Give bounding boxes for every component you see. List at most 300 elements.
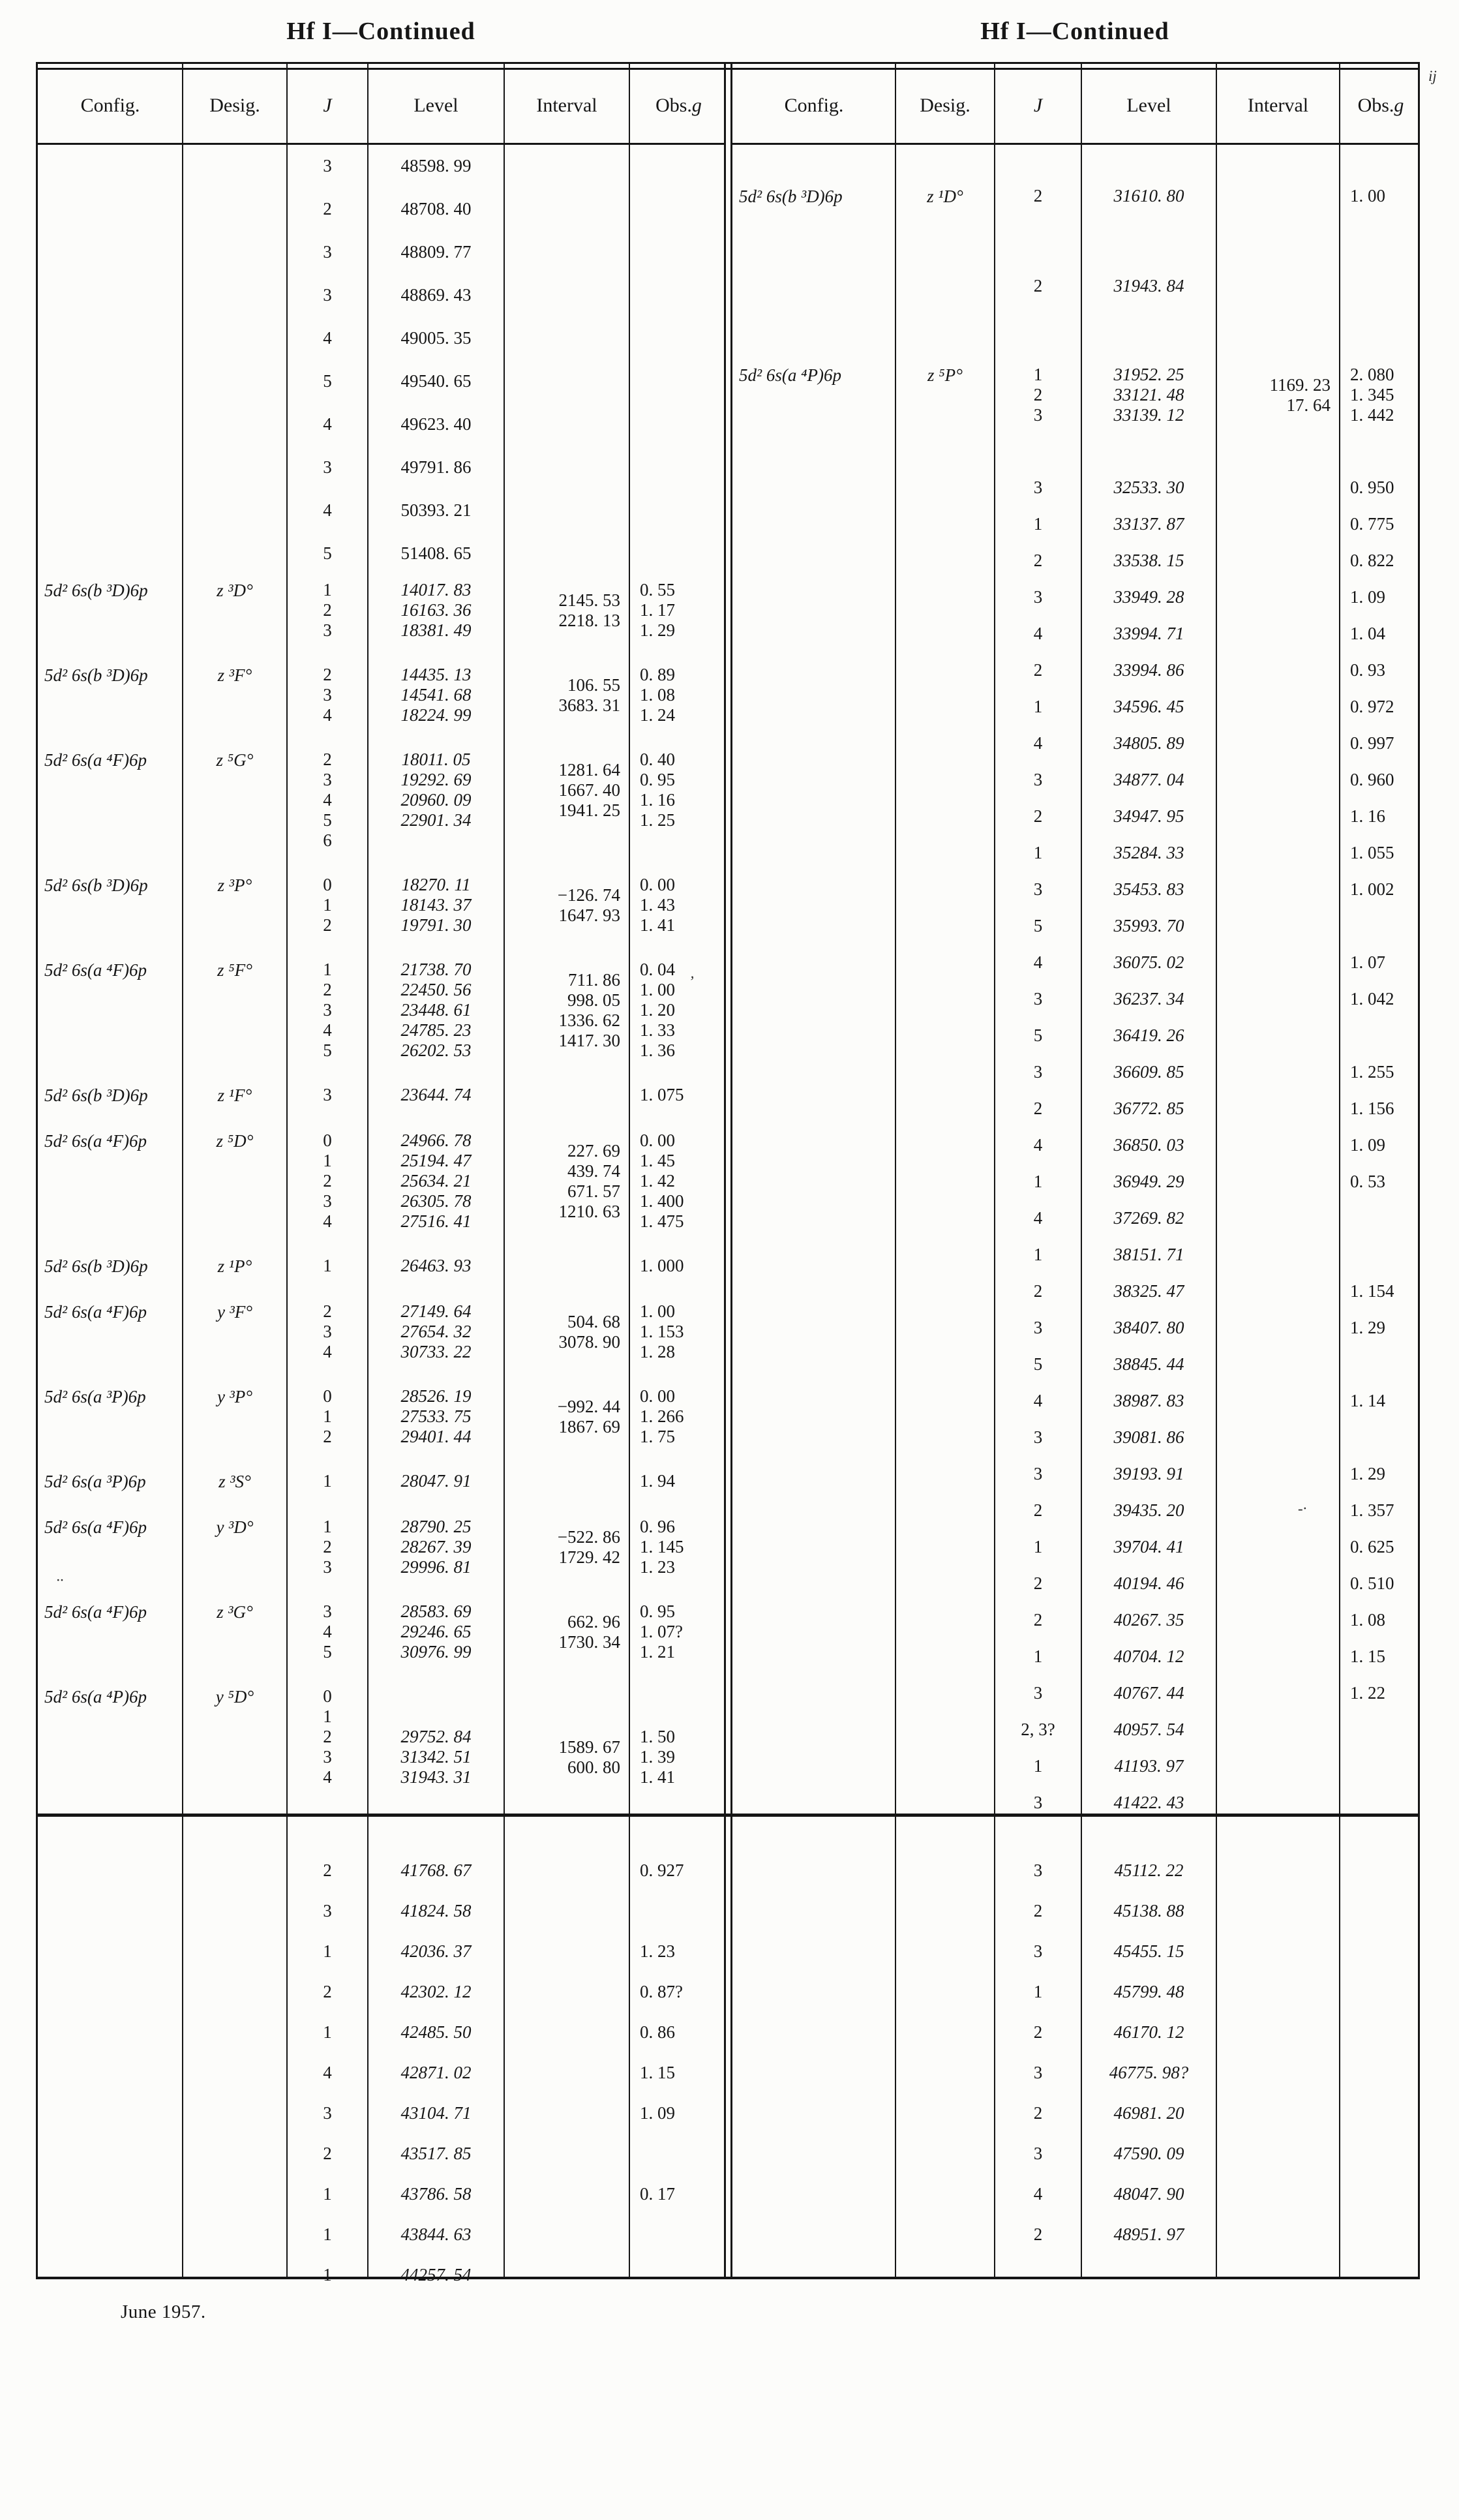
g-column <box>629 1131 728 1232</box>
g-value: 1. 15 <box>1350 1647 1385 1666</box>
j-value: 2 <box>1033 1281 1043 1301</box>
j-value: 3 <box>323 1085 332 1104</box>
level-value: 33994. 71 <box>1113 624 1184 643</box>
g-value: 0. 997 <box>1350 733 1394 753</box>
j-value: 4 <box>323 1767 332 1787</box>
interval-value: 2145. 53 <box>558 590 620 610</box>
g-value: 1. 153 <box>640 1322 684 1341</box>
desig-value: z ⁵G° <box>216 750 254 770</box>
desig-cell <box>183 156 287 564</box>
config-value: 5d² 6s(b ³D)6p <box>739 187 843 206</box>
j-value: 1 <box>1033 843 1043 862</box>
level-value: 41824. 58 <box>400 1901 472 1920</box>
level-value: 28526. 19 <box>400 1386 472 1406</box>
config-cell <box>38 665 183 725</box>
j-value: 3 <box>1033 770 1043 789</box>
g-value: 1. 43 <box>640 895 675 915</box>
j-column <box>287 1131 368 1232</box>
g-value <box>1340 1245 1422 1265</box>
level-value: 18143. 37 <box>400 895 472 915</box>
g-value <box>1340 1793 1422 1813</box>
j-value: 4 <box>323 790 332 810</box>
g-value: 1. 357 <box>1350 1500 1394 1520</box>
interval-column <box>1216 365 1340 425</box>
desig-cell <box>183 1686 287 1787</box>
g-value: 0. 972 <box>1350 697 1394 716</box>
desig-value: y ⁵D° <box>215 1687 254 1707</box>
j-value: 2 <box>323 1301 332 1321</box>
g-value: 0. 04 <box>640 960 675 979</box>
interval-value: 3683. 31 <box>558 695 620 715</box>
j-column <box>287 665 368 725</box>
interval-column <box>1216 276 1340 296</box>
interval-value <box>504 1697 620 1717</box>
j-value: 3 <box>1033 2144 1043 2163</box>
j-value: 1 <box>1033 1537 1043 1556</box>
j-value: 2 <box>323 915 332 935</box>
level-group <box>732 186 1418 207</box>
g-value <box>1340 1941 1422 1962</box>
level-value: 44257. 54 <box>400 2265 472 2285</box>
level-value: 28583. 69 <box>400 1602 472 1621</box>
column-label: Desig. <box>209 94 260 116</box>
config-cell <box>732 276 895 296</box>
g-value: 1. 15 <box>640 2063 675 2082</box>
interval-column <box>504 1301 629 1362</box>
j-value: 2 <box>1033 186 1043 205</box>
g-value <box>1340 1901 1422 1921</box>
j-value: 0 <box>323 875 332 894</box>
level-value: 40704. 12 <box>1113 1647 1184 1666</box>
j-value: 3 <box>1033 587 1043 607</box>
g-value: 0. 775 <box>1350 514 1394 534</box>
config-cell <box>38 875 183 935</box>
g-value <box>629 830 728 851</box>
j-value: 5 <box>1033 1354 1043 1374</box>
j-value: 3 <box>323 457 332 477</box>
level-value: 22901. 34 <box>400 810 472 830</box>
interval-column <box>504 1085 629 1106</box>
desig-cell <box>183 1386 287 1447</box>
level-group <box>38 580 724 641</box>
j-value: 3 <box>1033 1464 1043 1483</box>
level-value: 18224. 99 <box>400 705 472 725</box>
level-value: 38325. 47 <box>1113 1281 1184 1301</box>
interval-value: 17. 64 <box>1286 395 1331 415</box>
config-cell <box>38 1386 183 1447</box>
level-group <box>38 1602 724 1662</box>
column-label: Config. <box>784 94 844 116</box>
column-label: Interval <box>536 94 597 116</box>
desig-value: y ³P° <box>217 1387 253 1406</box>
level-value: 46981. 20 <box>1113 2103 1184 2123</box>
header-cell <box>1340 64 1422 143</box>
j-value: 4 <box>323 2063 332 2082</box>
level-value: 25634. 21 <box>400 1171 472 1191</box>
desig-value: z ³P° <box>217 875 252 895</box>
j-column <box>287 156 368 564</box>
desig-cell <box>183 580 287 641</box>
g-value <box>1340 1427 1422 1448</box>
level-value: 43517. 85 <box>400 2144 472 2163</box>
j-value: 5 <box>323 810 332 830</box>
j-value: 3 <box>1033 1683 1043 1703</box>
g-value: 1. 09 <box>1350 587 1385 607</box>
j-value: 2 <box>1033 2224 1043 2244</box>
interval-value: 600. 80 <box>567 1757 620 1777</box>
j-value: 2 <box>1033 276 1043 296</box>
level-value: 27654. 32 <box>400 1322 472 1341</box>
g-value: 0. 510 <box>1350 1573 1394 1593</box>
g-value: 1. 345 <box>1350 385 1394 404</box>
desig-cell <box>895 478 995 1813</box>
g-value: 1. 04 <box>1350 624 1385 643</box>
config-value: 5d² 6s(b ³D)6p <box>44 581 148 600</box>
level-value: 38987. 83 <box>1113 1391 1184 1410</box>
level-column <box>1081 1860 1216 2245</box>
g-value: 1. 266 <box>640 1406 684 1426</box>
j-value: 3 <box>323 156 332 175</box>
j-value: 4 <box>323 705 332 725</box>
level-value: 20960. 09 <box>400 790 472 810</box>
level-value <box>368 830 504 851</box>
level-value: 30733. 22 <box>400 1342 472 1361</box>
g-value: 1. 042 <box>1350 989 1394 1009</box>
header-cell <box>1216 64 1340 143</box>
level-value: 23644. 74 <box>400 1085 472 1104</box>
desig-value: z ³F° <box>217 665 252 685</box>
level-column <box>368 750 504 851</box>
g-value <box>1340 1354 1422 1374</box>
g-column <box>629 1256 728 1277</box>
g-value: 1. 09 <box>1350 1135 1385 1155</box>
level-value: 35453. 83 <box>1113 879 1184 899</box>
level-value: 42302. 12 <box>400 1982 472 2001</box>
level-value: 31952. 25 <box>1113 365 1184 384</box>
g-column <box>1340 186 1422 207</box>
config-value: 5d² 6s(b ³D)6p <box>44 1085 148 1105</box>
desig-value: z ⁵P° <box>927 365 963 385</box>
desig-cell <box>895 276 995 296</box>
header-cell <box>504 64 629 143</box>
column-label: J <box>323 94 332 116</box>
level-value: 36850. 03 <box>1113 1135 1184 1155</box>
j-value: 3 <box>323 1557 332 1577</box>
page-title-left: Hf I—Continued <box>286 18 475 45</box>
j-value: 0 <box>323 1386 332 1406</box>
level-value: 18381. 49 <box>400 620 472 640</box>
j-value: 1 <box>323 2184 332 2204</box>
level-column <box>368 156 504 564</box>
level-value: 36609. 85 <box>1113 1062 1184 1082</box>
g-value: 0. 53 <box>1350 1172 1385 1191</box>
level-value: 33949. 28 <box>1113 587 1184 607</box>
j-value: 5 <box>323 371 332 391</box>
desig-cell <box>183 1471 287 1493</box>
level-group <box>38 1860 724 2285</box>
j-value: 3 <box>1033 989 1043 1009</box>
level-value: 46170. 12 <box>1113 2022 1184 2042</box>
j-value: 2 <box>323 1860 332 1880</box>
interval-column <box>504 1860 629 2285</box>
level-value: 34877. 04 <box>1113 770 1184 789</box>
level-value: 41768. 67 <box>400 1860 472 1880</box>
j-column <box>287 1085 368 1106</box>
interval-value: 3078. 90 <box>558 1332 620 1352</box>
level-group <box>38 1517 724 1577</box>
j-value: 4 <box>1033 733 1043 753</box>
g-column <box>629 1471 728 1493</box>
g-value: 1. 16 <box>640 790 675 810</box>
interval-column <box>504 665 629 725</box>
level-group <box>38 665 724 725</box>
desig-value: z ⁵F° <box>217 960 252 980</box>
g-value <box>1340 2184 1422 2204</box>
stray-mark: ’ <box>689 973 694 990</box>
level-value: 31610. 80 <box>1113 186 1184 205</box>
j-value: 1 <box>1033 1647 1043 1666</box>
g-column <box>629 1301 728 1362</box>
level-value: 35993. 70 <box>1113 916 1184 935</box>
g-value: 1. 000 <box>640 1256 684 1275</box>
column-label: Config. <box>80 94 140 116</box>
level-value: 27149. 64 <box>400 1301 472 1321</box>
j-value: 3 <box>323 1602 332 1621</box>
level-value: 48809. 77 <box>400 242 472 262</box>
desig-value: y ³F° <box>217 1302 253 1322</box>
g-value: 0. 00 <box>640 1386 675 1406</box>
j-value: 2, 3? <box>1021 1720 1055 1739</box>
level-group <box>732 478 1418 1813</box>
g-column <box>629 1386 728 1447</box>
g-column <box>629 156 728 564</box>
j-value: 3 <box>1033 879 1043 899</box>
j-value: 4 <box>323 1020 332 1040</box>
config-value: 5d² 6s(a ⁴F)6p <box>44 1131 147 1151</box>
g-value <box>629 2265 728 2285</box>
g-value: 1. 23 <box>640 1941 675 1961</box>
interval-value: 1169. 23 <box>1269 375 1331 395</box>
j-value: 2 <box>1033 1500 1043 1520</box>
j-value: 4 <box>1033 2184 1043 2204</box>
j-value: 2 <box>323 1727 332 1746</box>
g-value: 0. 927 <box>640 1860 684 1880</box>
level-value: 45112. 22 <box>1114 1860 1184 1880</box>
j-value: 1 <box>323 1471 332 1491</box>
j-column <box>995 478 1081 1813</box>
interval-column <box>504 875 629 935</box>
g-value <box>1340 916 1422 936</box>
level-value: 43104. 71 <box>400 2103 472 2123</box>
g-value: 1. 07 <box>1350 952 1385 972</box>
j-value: 1 <box>323 1517 332 1536</box>
level-value: 42871. 02 <box>400 2063 472 2082</box>
header-cell <box>38 64 183 143</box>
column-label: Obs. <box>1357 94 1394 116</box>
interval-value: 2218. 13 <box>558 611 620 630</box>
j-column <box>287 875 368 935</box>
desig-cell <box>895 1860 995 2245</box>
g-column <box>629 875 728 935</box>
j-value: 4 <box>1033 1391 1043 1410</box>
j-value: 3 <box>323 1901 332 1920</box>
interval-column <box>504 1517 629 1577</box>
config-cell <box>38 156 183 564</box>
level-value: 39435. 20 <box>1113 1500 1184 1520</box>
g-value <box>1340 1208 1422 1228</box>
j-value: 3 <box>1033 1941 1043 1961</box>
g-value: 1. 29 <box>640 620 675 640</box>
g-value: 1. 09 <box>640 2103 675 2123</box>
level-value: 48869. 43 <box>400 285 472 305</box>
interval-value: 1336. 62 <box>558 1010 620 1030</box>
config-value: 5d² 6s(a ⁴P)6p <box>739 365 841 385</box>
interval-value: 106. 55 <box>567 675 620 695</box>
level-value: 29401. 44 <box>400 1427 472 1446</box>
j-value: 0 <box>323 1686 332 1706</box>
g-column <box>629 1860 728 2285</box>
level-value: 51408. 65 <box>400 543 472 563</box>
g-value: 1. 145 <box>640 1537 684 1556</box>
level-value: 14017. 83 <box>400 580 472 600</box>
interval-value: −522. 86 <box>557 1527 620 1547</box>
table-header <box>732 62 1418 145</box>
j-column <box>995 186 1081 207</box>
j-value: 1 <box>323 2224 332 2244</box>
j-column <box>287 960 368 1061</box>
level-value: 33121. 48 <box>1113 385 1184 404</box>
j-value: 2 <box>1033 2022 1043 2042</box>
g-value <box>629 285 728 305</box>
interval-value: 1941. 25 <box>558 800 620 820</box>
level-column <box>368 1386 504 1447</box>
config-cell <box>38 750 183 851</box>
g-value: 1. 94 <box>640 1471 675 1491</box>
j-value: 3 <box>323 242 332 262</box>
j-column <box>287 750 368 851</box>
interval-column <box>1216 1860 1340 2245</box>
g-column <box>629 750 728 851</box>
level-value: 36419. 26 <box>1113 1025 1184 1045</box>
g-column <box>629 1517 728 1577</box>
desig-value: z ¹F° <box>217 1085 252 1105</box>
stray-mark: -· <box>1298 1500 1307 1517</box>
level-value: 24966. 78 <box>400 1131 472 1150</box>
g-value <box>629 2144 728 2164</box>
j-column <box>287 1860 368 2285</box>
j-value: 1 <box>323 2022 332 2042</box>
g-column <box>1340 478 1422 1813</box>
level-value: 25194. 47 <box>400 1151 472 1170</box>
j-value: 2 <box>1033 551 1043 570</box>
interval-value: 662. 96 <box>567 1612 620 1632</box>
g-value: 1. 28 <box>640 1342 675 1361</box>
j-value: 3 <box>323 1191 332 1211</box>
lower-section <box>38 1833 724 2285</box>
level-value: 41422. 43 <box>1113 1793 1184 1812</box>
interval-column <box>504 580 629 641</box>
level-group <box>38 1471 724 1493</box>
level-value: 35284. 33 <box>1113 843 1184 862</box>
desig-value: z ³D° <box>217 581 253 600</box>
level-value: 49540. 65 <box>400 371 472 391</box>
column-label: Level <box>1126 94 1171 116</box>
level-value: 29246. 65 <box>400 1622 472 1641</box>
j-value: 1 <box>323 2265 332 2285</box>
level-column <box>1081 478 1216 1813</box>
level-value: 42485. 50 <box>400 2022 472 2042</box>
g-value: 0. 55 <box>640 580 675 600</box>
level-value: 30976. 99 <box>400 1642 472 1662</box>
g-value: 1. 16 <box>1350 806 1385 826</box>
interval-value: 1210. 63 <box>558 1202 620 1221</box>
j-value: 1 <box>1033 1756 1043 1776</box>
j-column <box>287 1256 368 1277</box>
g-value <box>1340 2103 1422 2123</box>
column-label: J <box>1033 94 1043 116</box>
config-cell <box>38 1860 183 2285</box>
config-cell <box>732 365 895 425</box>
j-value: 1 <box>1033 1172 1043 1191</box>
j-value: 1 <box>323 1941 332 1961</box>
g-value: 1. 08 <box>1350 1610 1385 1630</box>
j-column <box>995 1860 1081 2245</box>
g-value: 1. 07? <box>640 1622 683 1641</box>
level-value: 37269. 82 <box>1113 1208 1184 1228</box>
interval-value: 504. 68 <box>567 1312 620 1331</box>
level-value: 39081. 86 <box>1113 1427 1184 1447</box>
g-value: 1. 23 <box>640 1557 675 1577</box>
level-value: 31943. 84 <box>1113 276 1184 296</box>
g-value: 0. 00 <box>640 875 675 894</box>
interval-column <box>504 1602 629 1662</box>
g-value <box>629 543 728 564</box>
desig-cell <box>183 1131 287 1232</box>
level-group <box>38 156 724 564</box>
right-table <box>730 62 1420 2277</box>
g-column <box>629 1686 728 1787</box>
g-value <box>629 199 728 219</box>
column-label: Interval <box>1247 94 1309 116</box>
j-value: 2 <box>1033 1573 1043 1593</box>
level-value: 28047. 91 <box>400 1471 472 1491</box>
j-value: 4 <box>1033 1135 1043 1155</box>
desig-cell <box>183 750 287 851</box>
g-value <box>629 500 728 521</box>
level-column <box>368 1471 504 1493</box>
level-value: 14435. 13 <box>400 665 472 684</box>
level-column <box>368 1301 504 1362</box>
j-value: 2 <box>323 600 332 620</box>
g-value: 1. 33 <box>640 1020 675 1040</box>
j-value: 2 <box>1033 660 1043 680</box>
interval-value: −992. 44 <box>557 1397 620 1416</box>
interval-value: 998. 05 <box>567 990 620 1010</box>
level-value: 39704. 41 <box>1113 1537 1184 1556</box>
level-column <box>1081 365 1216 425</box>
level-group <box>732 1860 1418 2245</box>
level-group <box>38 1301 724 1362</box>
g-value <box>1340 2022 1422 2042</box>
j-column <box>995 365 1081 425</box>
level-group <box>732 276 1418 296</box>
level-value: 42036. 37 <box>400 1941 472 1961</box>
level-value: 29996. 81 <box>400 1557 472 1577</box>
g-value: 1. 154 <box>1350 1281 1394 1301</box>
config-cell <box>38 1301 183 1362</box>
g-value: 1. 21 <box>640 1642 675 1662</box>
g-value: 0. 950 <box>1350 478 1394 497</box>
